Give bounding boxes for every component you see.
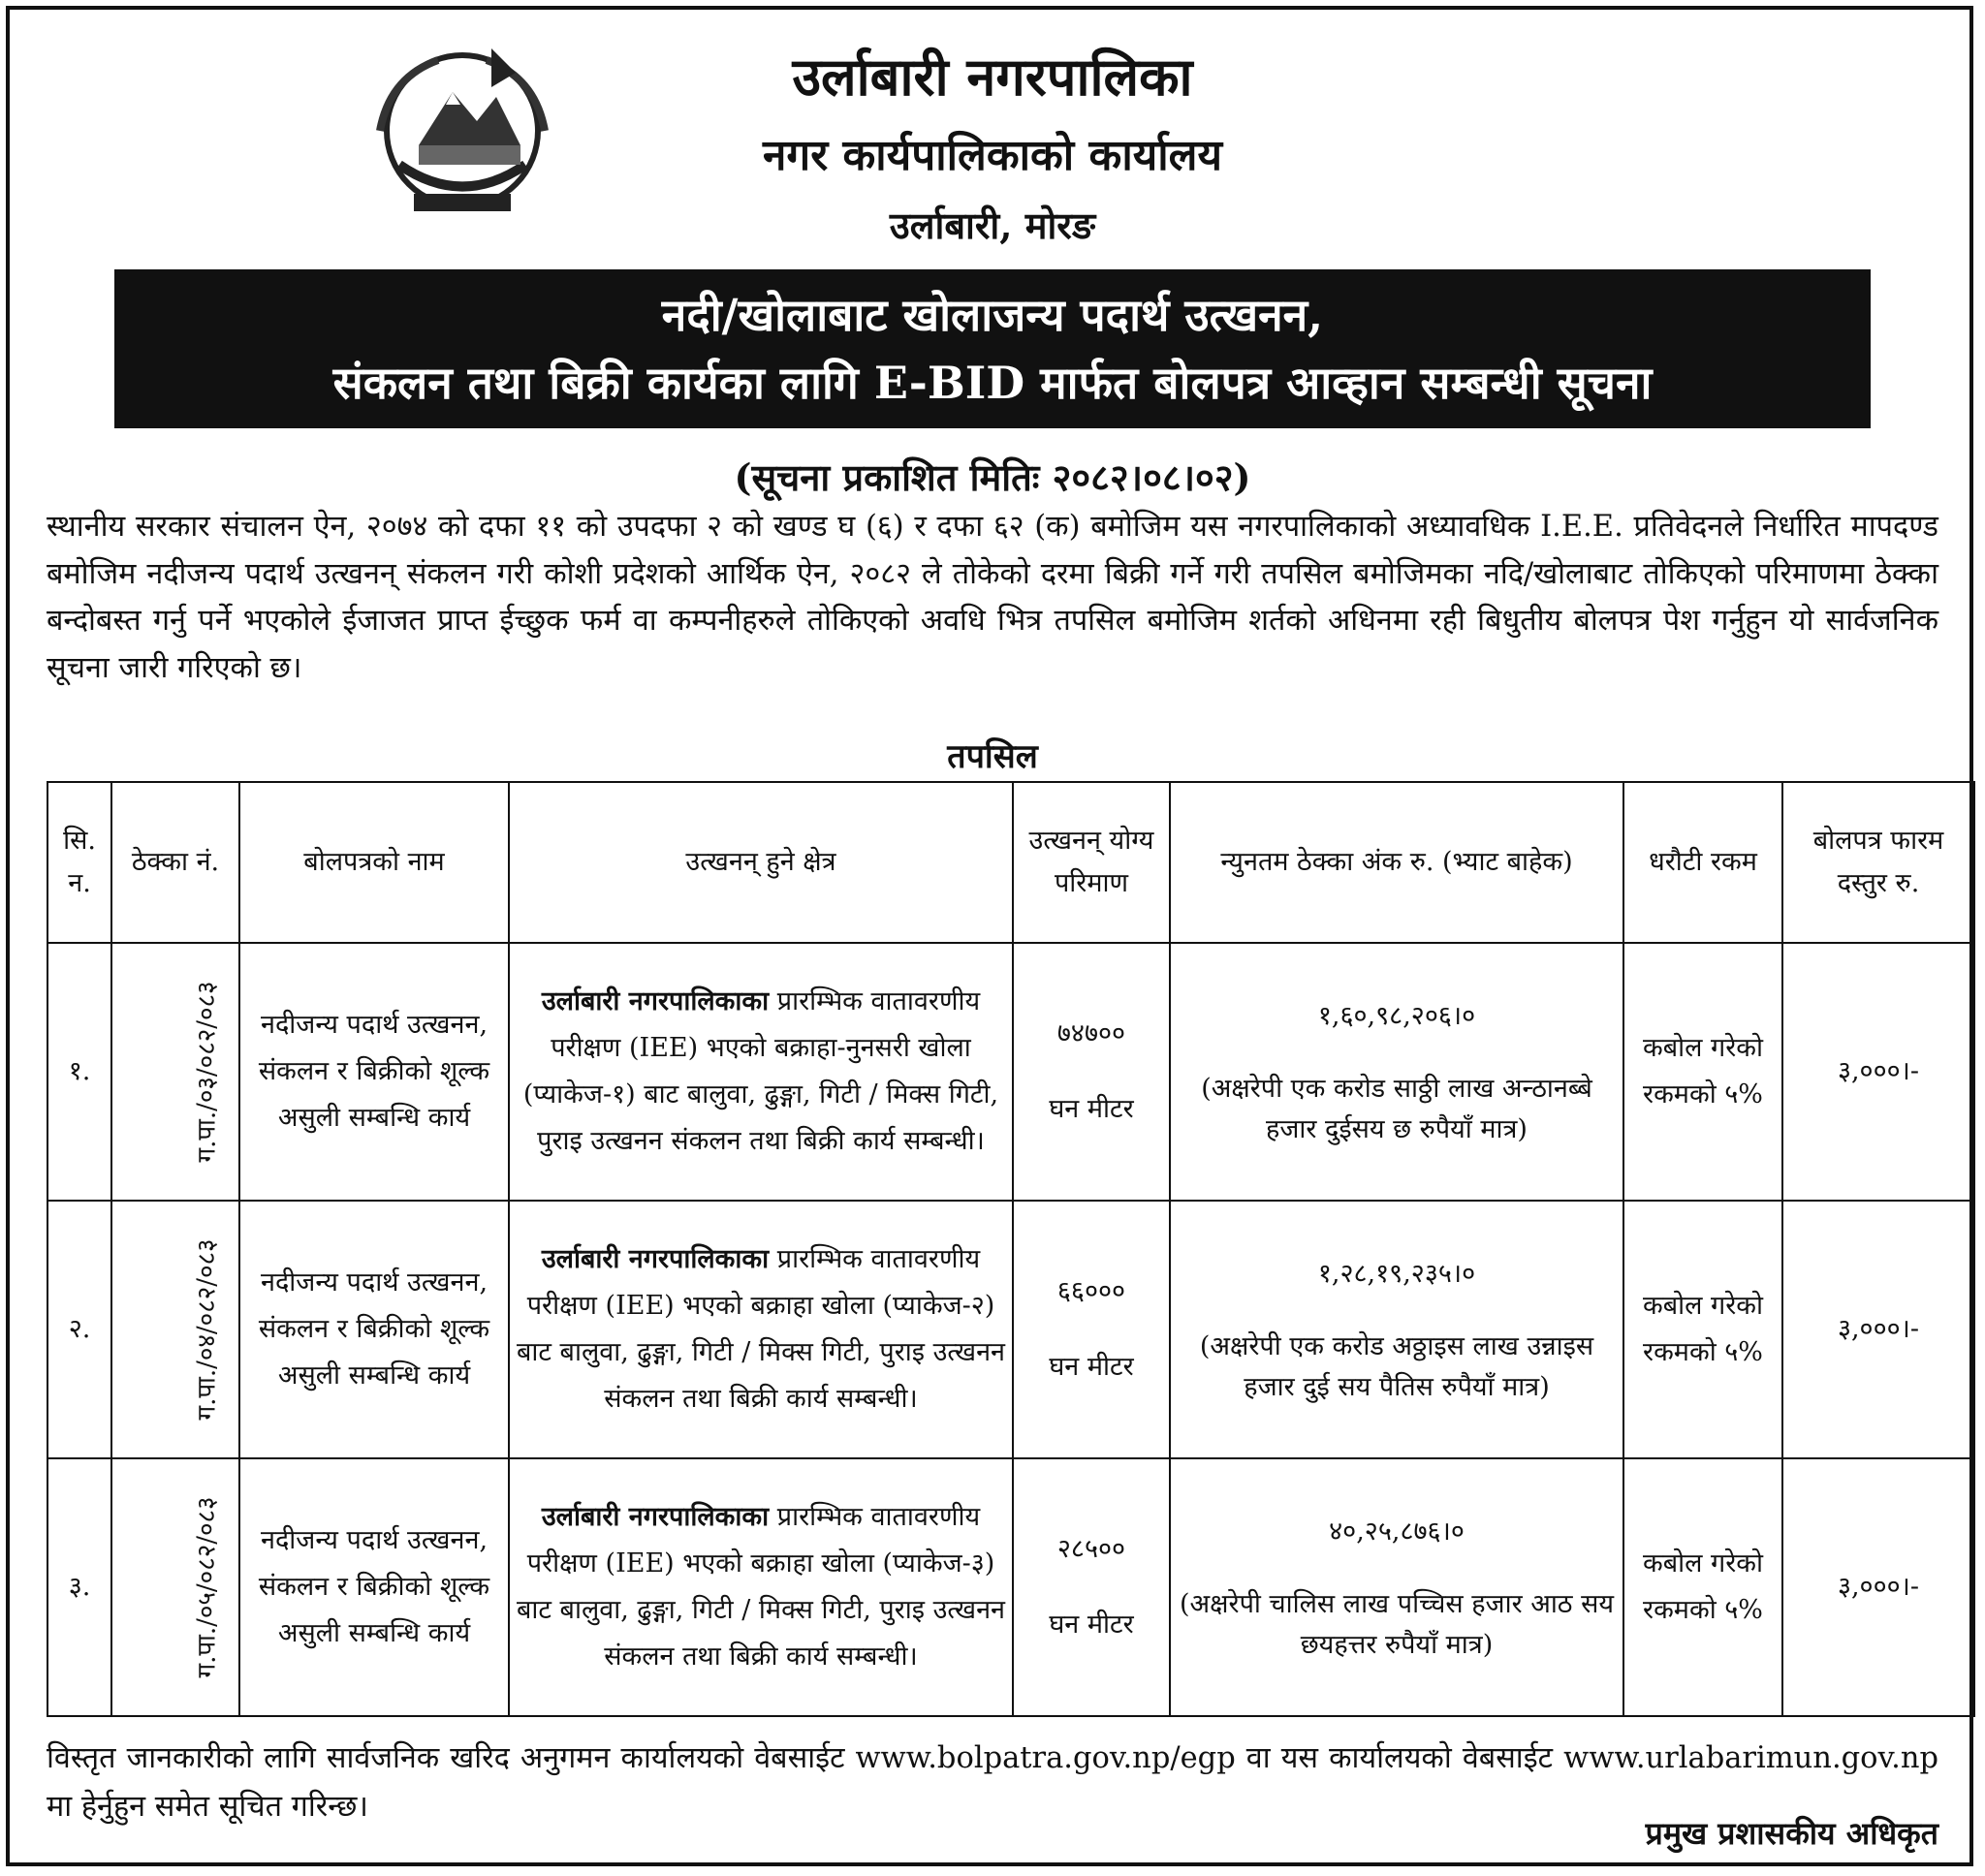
cell-form-fee: ३,०००।-: [1782, 943, 1974, 1201]
header-contract-no: ठेक्का नं.: [111, 782, 239, 943]
area-municipality: उर्लाबारी नगरपालिकाका: [541, 986, 770, 1016]
quantity-unit: घन मीटर: [1049, 1094, 1134, 1124]
header-sn: सि. न.: [47, 782, 111, 943]
notice-banner: [114, 269, 1871, 428]
area-municipality: उर्लाबारी नगरपालिकाका: [541, 1502, 770, 1532]
quantity-value: ६६०००: [1056, 1276, 1126, 1306]
cell-area: [509, 1201, 1013, 1458]
cell-min-amount: [1170, 1458, 1623, 1716]
banner-line-1: नदी/खोलाबाट खोलाजन्य पदार्थ उत्खनन,: [661, 289, 1324, 341]
bolpatra-link[interactable]: www.bolpatra.gov.np/egp: [855, 1741, 1236, 1775]
area-description: प्रारम्भिक वातावरणीय परीक्षण (IEE) भएको बक्राहा-नुनसरी खोला (प्याकेज-१) बाट बालुवा, ढुङ्गा, गिटी / मिक्स गिटी, पुराइ उत्खनन संकलन तथा बिक्री कार्य सम्बन्धी।: [522, 986, 999, 1156]
cell-sn: १.: [47, 943, 111, 1201]
table-header-row: [47, 782, 1974, 943]
amount-value: ४०,२५,८७६।०: [1329, 1516, 1465, 1547]
cell-deposit: कबोल गरेको रकमको ५%: [1623, 1458, 1782, 1716]
amount-value: १,२८,१९,२३५।०: [1317, 1259, 1476, 1289]
quantity-unit: घन मीटर: [1049, 1352, 1134, 1382]
area-municipality: उर्लाबारी नगरपालिकाका: [541, 1244, 770, 1274]
cell-bid-name: नदीजन्य पदार्थ उत्खनन, संकलन र बिक्रीको शूल्क असुली सम्बन्धि कार्य: [239, 1458, 509, 1716]
table-row: [47, 943, 1974, 1201]
cell-contract-no: [111, 943, 239, 1201]
amount-value: १,६०,९८,२०६।०: [1317, 1001, 1476, 1031]
amount-words: (अक्षरेपी चालिस लाख पच्चिस हजार आठ सय छयहत्तर रुपैयाँ मात्र): [1180, 1589, 1614, 1660]
contract-no-text: ग.पा./०३/०८२/०८३: [192, 981, 222, 1163]
quantity-unit: घन मीटर: [1049, 1610, 1134, 1640]
banner-line-2: संकलन तथा बिक्री कार्यका लागि E-BID मार्फत बोलपत्र आव्हान सम्बन्धी सूचना: [332, 357, 1653, 409]
area-description: प्रारम्भिक वातावरणीय परीक्षण (IEE) भएको बक्राहा खोला (प्याकेज-३) बाट बालुवा, ढुङ्गा, गिटी / मिक्स गिटी, पुराइ उत्खनन संकलन तथा बिक्री कार्य सम्बन्धी।: [516, 1502, 1006, 1672]
municipality-title: उर्लाबारी नगरपालिका: [792, 46, 1193, 108]
municipality-website-link[interactable]: www.urlabarimun.gov.np: [1563, 1741, 1939, 1775]
office-title: नगर कार्यपालिकाको कार्यालय: [763, 131, 1222, 180]
footer-text-before: विस्तृत जानकारीको लागि सार्वजनिक खरिद अनुगमन कार्यालयको वेबसाईट: [47, 1741, 856, 1775]
table-row: [47, 1458, 1974, 1716]
cell-quantity: [1013, 943, 1170, 1201]
signature: प्रमुख प्रशासकीय अधिकृत: [1645, 1815, 1938, 1852]
header-area: उत्खनन् हुने क्षेत्र: [509, 782, 1013, 943]
quantity-value: २८५००: [1056, 1534, 1126, 1564]
cell-sn: २.: [47, 1201, 111, 1458]
cell-form-fee: ३,०००।-: [1782, 1201, 1974, 1458]
cell-quantity: [1013, 1201, 1170, 1458]
amount-words: (अक्षरेपी एक करोड साठ्ठी लाख अन्ठानब्बे हजार दुईसय छ रुपैयाँ मात्र): [1201, 1074, 1592, 1144]
contract-no-text: ग.पा./०५/०८२/०८३: [192, 1496, 222, 1678]
area-description: प्रारम्भिक वातावरणीय परीक्षण (IEE) भएको बक्राहा खोला (प्याकेज-२) बाट बालुवा, ढुङ्गा, गिटी / मिक्स गिटी, पुराइ उत्खनन संकलन तथा बिक्री कार्य सम्बन्धी।: [516, 1244, 1006, 1414]
header-form-fee: बोलपत्र फारम दस्तुर रु.: [1782, 782, 1974, 943]
quantity-value: ७४७००: [1056, 1018, 1126, 1048]
header-quantity: उत्खनन् योग्य परिमाण: [1013, 782, 1170, 943]
intro-paragraph: स्थानीय सरकार संचालन ऐन, २०७४ को दफा ११ को उपदफा २ को खण्ड घ (६) र दफा ६२ (क) बमोजिम यस नगरपालिकाको अध्यावधिक I.E.E. प्रतिवेदनले निर्धारित मापदण्ड बमोजिम नदीजन्य पदार्थ उत्खनन् संकलन गरी कोशी प्रदेशको आर्थिक ऐन, २०८२ ले तोकेको दरमा बिक्री गर्ने गरी तपसिल बमोजिमका नदि/खोलाबाट तोकिएको परिमाणमा ठेक्का बन्दोबस्त गर्नु पर्ने भएकोले ईजाजत प्राप्त ईच्छुक फर्म वा कम्पनीहरुले तोकिएको अवधि भित्र तपसिल बमोजिम शर्तको अधिनमा रही बिधुतीय बोलपत्र पेश गर्नुहुन यो सार्वजनिक सूचना जारी गरिएको छ।: [47, 510, 1938, 685]
cell-form-fee: ३,०००।-: [1782, 1458, 1974, 1716]
cell-contract-no: [111, 1201, 239, 1458]
footer-text-after: मा हेर्नुहुन समेत सूचित गरिन्छ।: [47, 1790, 368, 1824]
cell-deposit: कबोल गरेको रकमको ५%: [1623, 943, 1782, 1201]
cell-deposit: कबोल गरेको रकमको ५%: [1623, 1201, 1782, 1458]
table-row: [47, 1201, 1974, 1458]
cell-quantity: [1013, 1458, 1170, 1716]
cell-min-amount: [1170, 943, 1623, 1201]
footer-text-mid: वा यस कार्यालयको वेबसाईट: [1235, 1741, 1564, 1775]
contract-no-text: ग.पा./०४/०८२/०८३: [192, 1238, 222, 1421]
cell-area: [509, 943, 1013, 1201]
cell-bid-name: नदीजन्य पदार्थ उत्खनन, संकलन र बिक्रीको शूल्क असुली सम्बन्धि कार्य: [239, 1201, 509, 1458]
amount-words: (अक्षरेपी एक करोड अठ्ठाइस लाख उन्नाइस हजार दुई सय पैतिस रुपैयाँ मात्र): [1199, 1331, 1594, 1402]
cell-min-amount: [1170, 1201, 1623, 1458]
bid-table: [47, 781, 1975, 1717]
cell-area: [509, 1458, 1013, 1716]
cell-sn: ३.: [47, 1458, 111, 1716]
location-title: उर्लाबारी, मोरङ: [889, 203, 1096, 247]
header-deposit: धरौटी रकम: [1623, 782, 1782, 943]
tapsil-heading: तपसिल: [947, 737, 1038, 776]
header-bid-name: बोलपत्रको नाम: [239, 782, 509, 943]
header-min-amount: न्युनतम ठेक्का अंक रु. (भ्याट बाहेक): [1170, 782, 1623, 943]
cell-contract-no: [111, 1458, 239, 1716]
published-date: (सूचना प्रकाशित मितिः २०८२।०८।०२): [734, 455, 1251, 499]
cell-bid-name: नदीजन्य पदार्थ उत्खनन, संकलन र बिक्रीको शूल्क असुली सम्बन्धि कार्य: [239, 943, 509, 1201]
